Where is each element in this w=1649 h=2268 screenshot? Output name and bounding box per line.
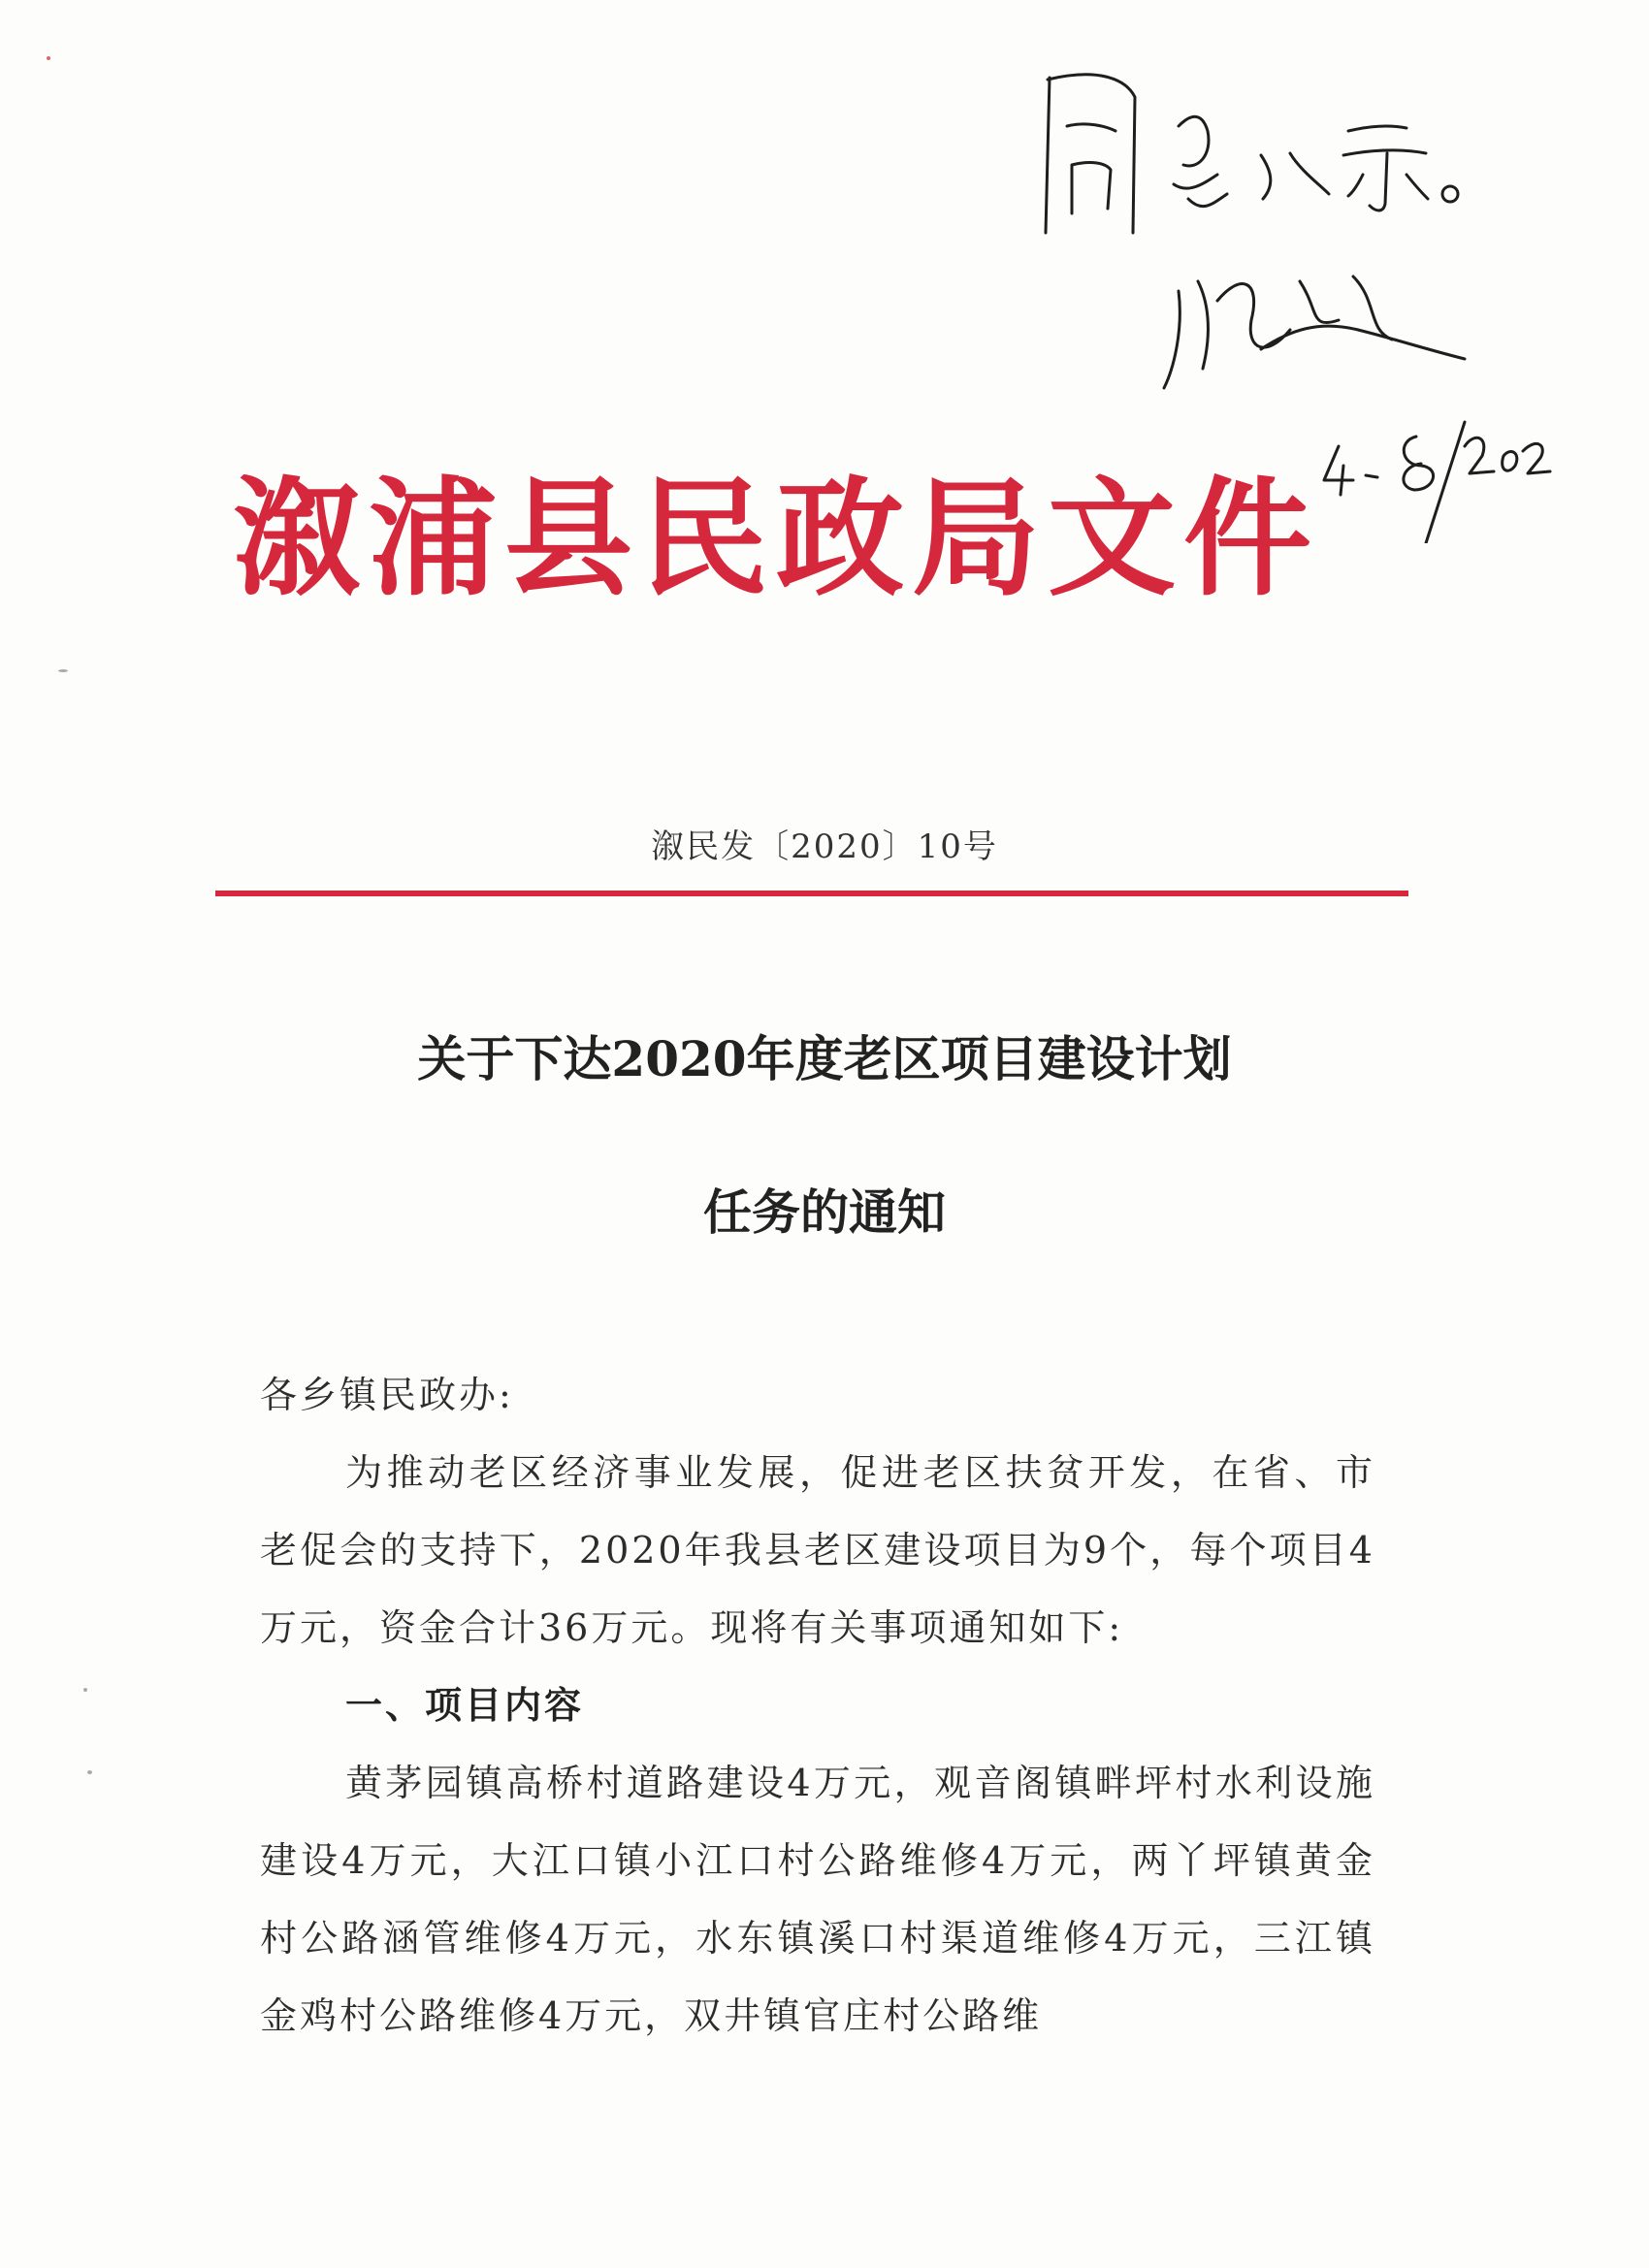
scan-speck: [47, 56, 50, 60]
scan-speck: [87, 1770, 92, 1774]
project-content-paragraph: 黄茅园镇高桥村道路建设4万元，观音阁镇畔坪村水利设施建设4万元，大江口镇小江口村公路维修4万元，两丫坪镇黄金村公路涵管维修4万元，水东镇溪口村渠道维修4万元，三江镇金鸡村公路维修4万元，双井镇官庄村公路维: [260, 1762, 1375, 2037]
intro-paragraph: 为推动老区经济事业发展，促进老区扶贫开发，在省、市老促会的支持下，2020年我县老区建设项目为9个，每个项目4万元，资金合计36万元。现将有关事项通知如下:: [260, 1451, 1375, 1649]
notice-title-line-2: 任务的通知: [703, 1183, 946, 1241]
red-divider-line: [215, 891, 1408, 896]
notice-title-line-1: 关于下达2020年度老区项目建设计划: [417, 1030, 1232, 1087]
section-heading-project-content: 一、项目内容: [345, 1684, 585, 1727]
document-masthead: 溆浦县民政局文件: [233, 465, 1319, 614]
document-number: 溆民发〔2020〕10号: [651, 827, 998, 866]
scan-speck: [83, 1688, 87, 1692]
scan-speck: [58, 669, 68, 672]
salutation: 各乡镇民政办:: [260, 1374, 514, 1416]
